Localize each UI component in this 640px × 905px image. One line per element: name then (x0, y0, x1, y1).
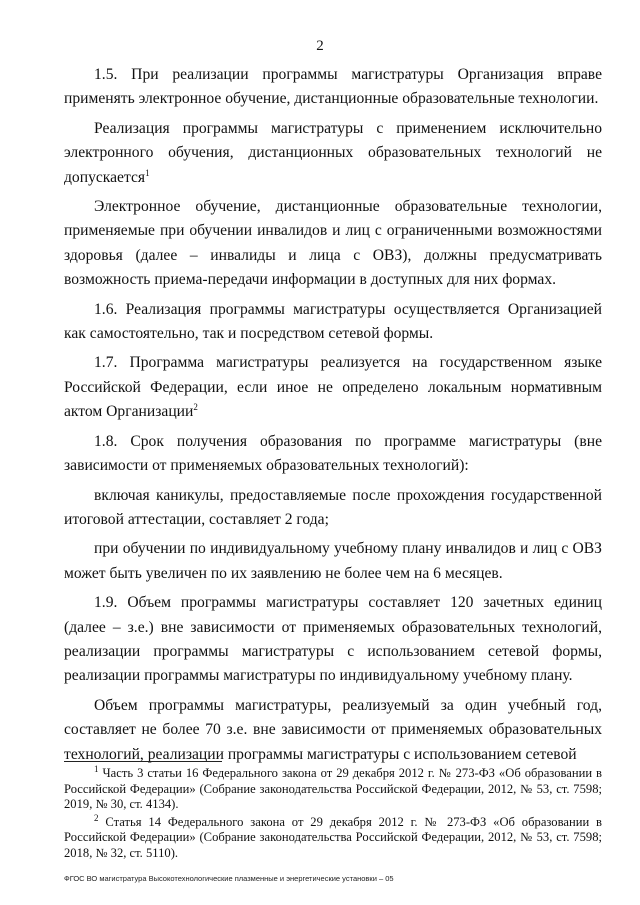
paragraph-holidays: включая каникулы, предоставляемые после прохождения государственной итоговой аттестации, составляет 2 года; (64, 486, 602, 528)
paragraph-annual-volume: Объем программы магистратуры, реализуемый за один учебный год, составляет не более 70 з.е. вне зависимости от применяемых образовательных технологий, реализации программы магистратуры с использованием сетевой (64, 696, 602, 763)
footnote-2: $^2$ Статья 14 Федерального закона от 29 декабря 2012 г. № 273-ФЗ «Об образовании в Российской Федерации» (Собрание законодательства Российской Федерации, 2012, № 53, ст. 7598; 2018, № 32, ст. 5110). (64, 812, 602, 860)
paragraph-1-8: 1.8. Срок получения образования по программе магистратуры (вне зависимости от применяемых образовательных технологий): (64, 432, 602, 475)
footnote-number: 1 (94, 763, 99, 774)
footnote-ref-2: 2 (193, 402, 198, 413)
paragraph-1-6: 1.6. Реализация программы магистратуры осуществляется Организацией как самостоятельно, так и посредством сетевой формы. (64, 300, 602, 343)
footnote-divider (64, 761, 222, 762)
paragraph-1-7: 1.7. Программа магистратуры реализуется на государственном языке Российской Федерации, если иное не определено локальным нормативным актом Организации$^2$ (64, 354, 602, 421)
footnotes (64, 763, 602, 864)
paragraph-1-5: 1.5. При реализации программы магистратуры Организация вправе применять электронное обучение, дистанционные образовательные технологии. (64, 66, 602, 108)
paragraph-distance-learning: Реализация программы магистратуры с применением исключительно электронного обучения, дистанционных образовательных технологий не допускается$^1$ (64, 119, 602, 186)
footnote-ref-1: 1 (145, 167, 150, 178)
paragraph-1-9: 1.9. Объем программы магистратуры составляет 120 зачетных единиц (далее – з.е.) вне зависимости от применяемых образовательных технологий, реализации программы магистратуры с использованием сетевой формы, реализации программы магистратуры по индивидуальному учебному плану. (64, 594, 602, 685)
paragraph-ovz: Электронное обучение, дистанционные образовательные технологии, применяемые при обучении инвалидов и лиц с ограниченными возможностями здоровья (далее – инвалиды и лица с ОВЗ), должны предусматривать возможность приема-передачи информации в доступных для них формах. (64, 198, 602, 289)
footnote-1: $^1$ Часть 3 статьи 16 Федерального закона от 29 декабря 2012 г. № 273-ФЗ «Об образовании в Российской Федерации» (Собрание законодательства Российской Федерации, 2012, № 53, ст. 7598; 2019, № 30, ст. 4134). (64, 763, 602, 812)
paragraph-individual-plan: при обучении по индивидуальному учебному плану инвалидов и лиц с ОВЗ может быть увеличен по их заявлению не более чем на 6 месяцев. (64, 540, 602, 582)
document-body (64, 63, 602, 772)
page-number: 2 (316, 38, 324, 54)
page-footer: ФГОС ВО магистратура Высокотехнологические плазменные и энергетические установки – 05 (64, 874, 394, 883)
footnote-number: 2 (94, 812, 99, 823)
